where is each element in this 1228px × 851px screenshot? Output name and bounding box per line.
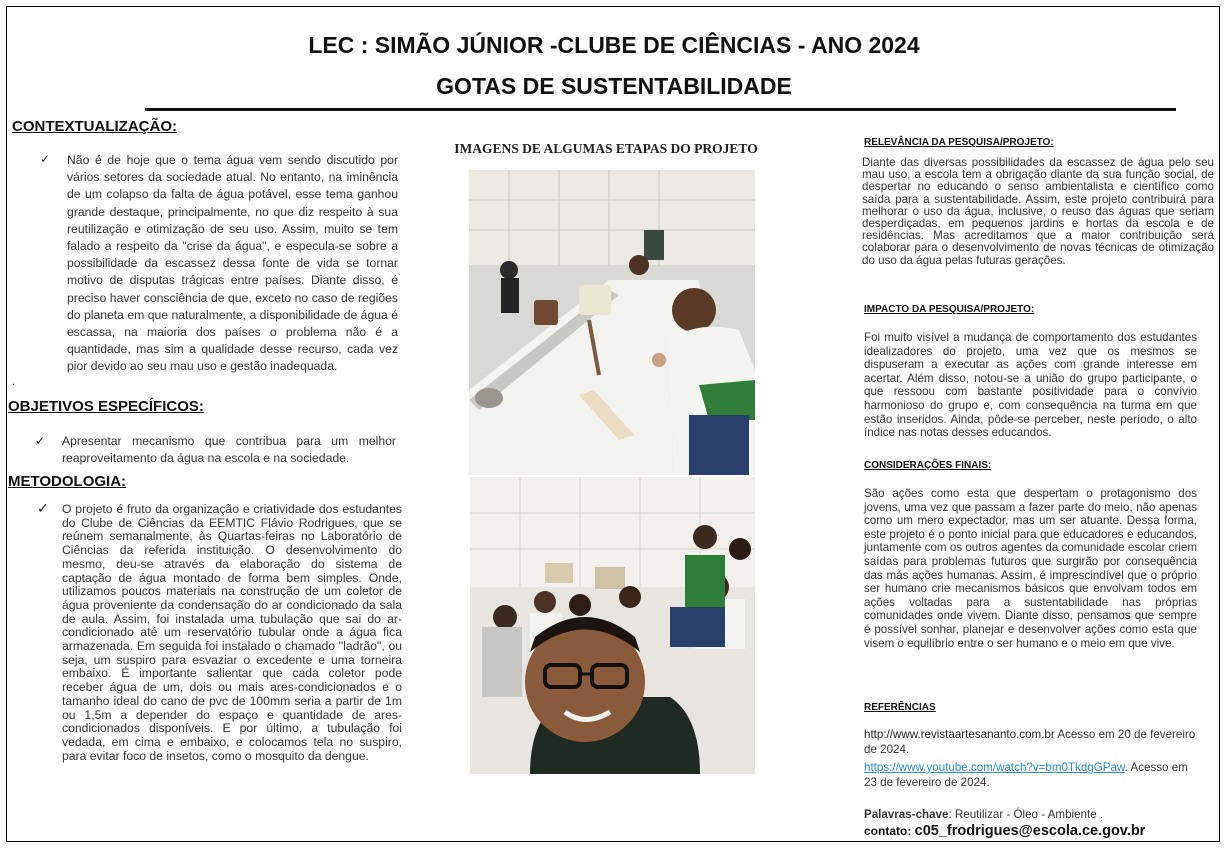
referencias-heading: REFERÊNCIAS — [864, 702, 936, 713]
poster-subtitle: GOTAS DE SUSTENTABILIDADE — [436, 73, 792, 99]
check-icon: ✓ — [40, 152, 51, 166]
reference-2-access: . Acesso em 23 de fevereiro de 2024. — [864, 761, 1188, 789]
keywords-line — [864, 808, 1103, 821]
metodologia-text: O projeto é fruto da organização e criatividade dos estudantes do Clube de Ciências da EEMTIC Flávio Rodrigues, que se reúnem semanalmente, às Quartas-feiras no Laboratório de Ciências da referida instituição. O desenvolvimento do mesmo, deu-se através da elaboração do sistema de captação de água montado de forma bem simples. Onde, utilizamos poucos materiais na construção de um coletor de água proveniente da condensação do ar condicionado da sala de aula. Assim, foi instalada uma tubulação que sai do ar-condicionado até um reservatório tubular onde a água fica armazenada. Em seguida foi instalado o chamado "ladrão", ou seja, um suspiro para esvaziar o excedente e uma torneira embaixo. É importante salientar que cada coletor pode receber água de um, dois ou mais ares-condicionados e o tamanho ideal do cano de pvc de 100mm seria a partir de 1m ou 1,5m a depender do espaço e quantidade de ares-condicionados disponíveis. E por último, a tubulação foi vedada, em cima e embaixo, e colocamos tela no suspiro, para evitar foco de insetos, como o mosquito da dengue. — [62, 502, 402, 763]
reference-1-url: http://www.revistaartesananto.com.br — [864, 728, 1055, 741]
impacto-text: Foi muito visível a mudança de comportamento dos estudantes idealizadores do projeto, uma vez que os mesmos se dispuseram a executar as ações com grande interesse em acertar. Além disso, notou-se a união do grupo participante, o que ressoou com bastante positividade para o convívio harmonioso do grupo e, com consequência na turma em que estão inseridos. Ainda, pôde-se perceber, neste período, o alto índice nas notas desses educandos. — [864, 331, 1197, 440]
consideracoes-heading: CONSIDERAÇÕES FINAIS: — [864, 460, 992, 471]
images-title: IMAGENS DE ALGUMAS ETAPAS DO PROJETO — [454, 141, 758, 156]
lab-photo-2 — [470, 477, 755, 774]
reference-2 — [864, 760, 1197, 790]
metodologia-heading: METODOLOGIA: — [8, 473, 127, 490]
contact-email[interactable]: c05_frodrigues@escola.ce.gov.br — [914, 823, 1146, 839]
check-icon: ✓ — [37, 500, 49, 516]
keywords-value: : Reutilizar - Óleo - Ambiente . — [948, 808, 1104, 821]
impacto-heading: IMPACTO DA PESQUISA/PROJETO: — [864, 304, 1035, 315]
title-divider — [145, 108, 1176, 111]
contextualizacao-heading: CONTEXTUALIZAÇÃO: — [12, 118, 177, 135]
lab-photo-1 — [469, 170, 755, 475]
contextualizacao-text: Não é de hoje que o tema água vem sendo discutido por vários setores da sociedade atual. No entanto, na iminência de um colapso da falta de água potável, esse tema ganhou grande destaque, principalmente, no que diz respeito à sua reutilização e otimização de seu uso. Assim, muito se tem falado a respeito da "crise da água", e especula-se sobre a possibilidade da escassez dessa fonte de vida se tornar motivo de disputas trágicas entre países. Diante disso, é preciso haver consciência de que, exceto no caso de regiões do planeta em que naturalmente, a disponibilidade de água é escassa, na maioria dos países o problema não é a quantidade, mas sim a qualidade desse recurso, cada vez pior devido ao seu mau uso e gestão inadequada. — [67, 153, 398, 374]
reference-1-access: Acesso em 20 de fevereiro de 2024. — [864, 728, 1196, 756]
objetivos-text: Apresentar mecanismo que contribua para um melhor reaproveitamento da água na escola e na sociedade. — [62, 434, 396, 466]
stray-dot: . — [12, 376, 16, 388]
youtube-link[interactable]: https://www.youtube.com/watch?v=bm0TkdgGPaw — [864, 761, 1125, 774]
objetivos-heading: OBJETIVOS ESPECÍFICOS: — [8, 398, 204, 415]
poster-title: LEC : SIMÃO JÚNIOR -CLUBE DE CIÊNCIAS - ANO 2024 — [308, 32, 920, 58]
contact-label: contato: — [864, 824, 915, 838]
relevancia-text: Diante das diversas possibilidades da escassez de água pelo seu mau uso, a escola tem a obrigação diante da sua função social, de despertar no educando o senso ambientalista e científico como saída para a sustentabilidade. Assim, este projeto contribuirá para melhorar o uso da água, inclusive, o reuso das águas que seriam desperdiçadas, em pequenos jardins e hortas da escola e de residências. Mas acreditamos que a maior contribuição será colaborar para o desenvolvimento de novas técnicas de otimização do uso da água pelas futuras gerações. — [862, 156, 1214, 267]
consideracoes-text: São ações como esta que despertam o protagonismo dos jovens, uma vez que passam a fazer parte do meio, não apenas como um mero expectador, mas um ser atuante. Dessa forma, este projeto é o ponto inicial para que educadores e educandos, juntamente com os outros agentes da comunidade escolar criem saídas para problemas futuros que surgirão por consequência das más ações humanas. Assim, é imprescindível que o próprio ser humano crie mecanismos básicos que envolvam todos em ações voltadas para a sustentabilidade nas próprias comunidades onde vivem. Diante disso, pensamos que sempre é possível sonhar, planejar e desenvolver ações como esta que visem o equilíbrio entre o ser humano e o meio em que vive. — [864, 487, 1197, 650]
relevancia-heading: RELEVÂNCIA DA PESQUISA/PROJETO: — [864, 137, 1054, 148]
keywords-label: Palavras-chave — [864, 808, 949, 821]
reference-1 — [864, 727, 1197, 757]
contact-line — [864, 822, 1145, 840]
check-icon: ✓ — [35, 434, 46, 448]
